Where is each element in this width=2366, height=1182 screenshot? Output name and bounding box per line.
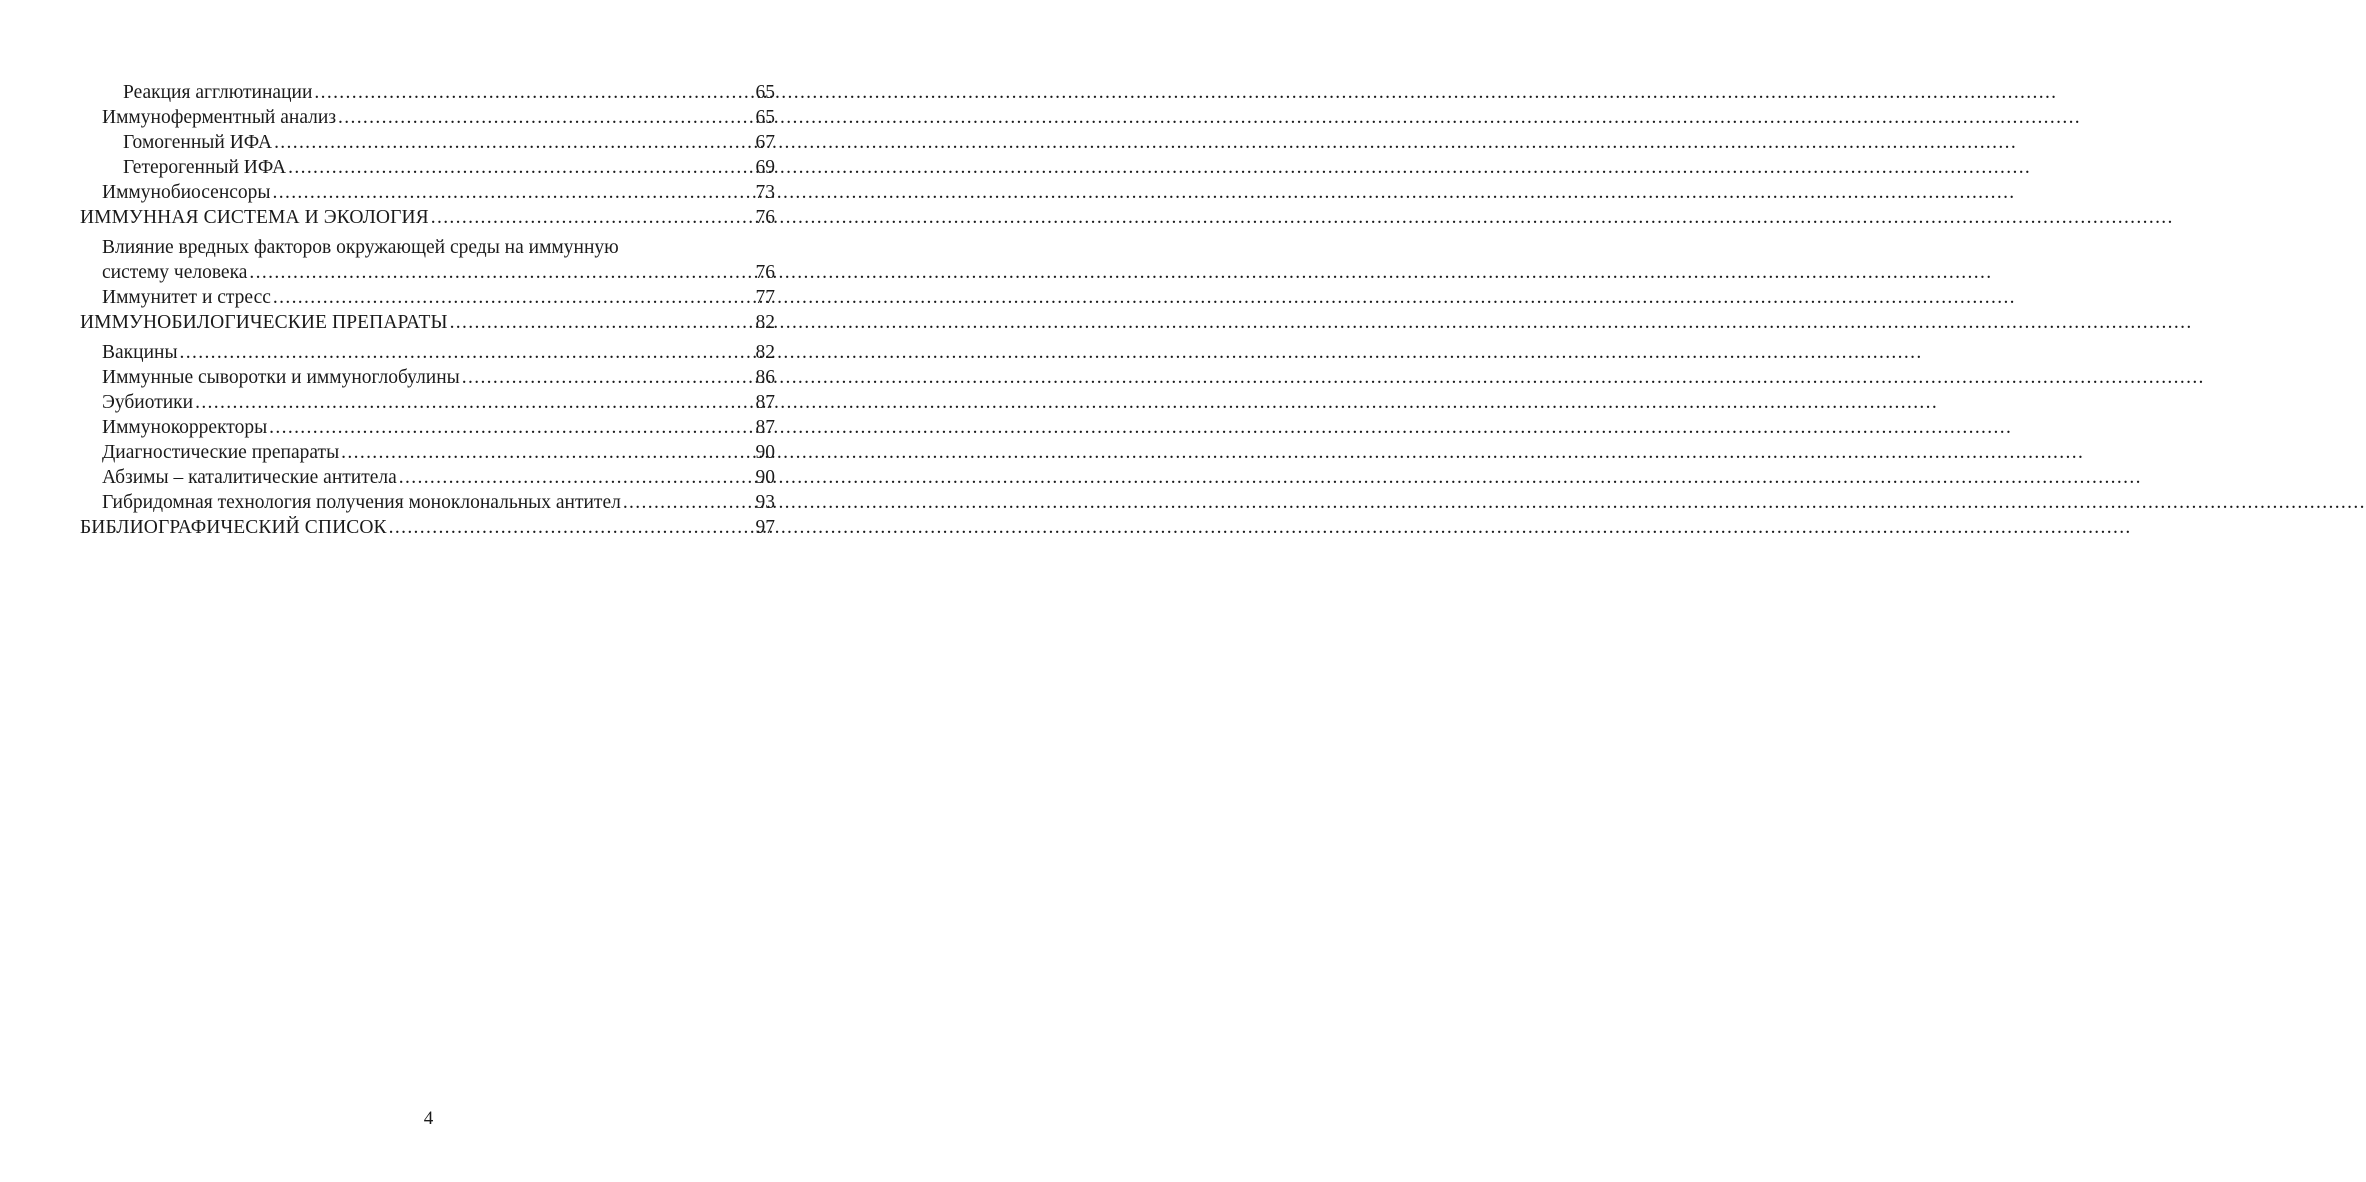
toc-entry-title: Абзимы – каталитические антитела: [102, 467, 397, 488]
toc-entry-title: Гомогенный ИФА: [123, 132, 273, 153]
toc-entry-page: 65: [755, 107, 775, 128]
toc-entry-title: Диагностические препараты: [102, 442, 340, 463]
toc-leader-dots: [389, 515, 751, 540]
toc-entry-page: 82: [755, 342, 775, 363]
toc-leader-dots: [314, 80, 751, 105]
toc-entry-page: 65: [755, 82, 775, 103]
toc-entry-title: Иммунокорректоры: [102, 417, 268, 438]
toc-entry[interactable]: [80, 130, 775, 155]
toc-entry[interactable]: [80, 365, 775, 390]
toc-entry-title: Иммуноферментный анализ: [102, 107, 337, 128]
toc-entry[interactable]: [80, 490, 775, 515]
toc-leader-dots: [274, 130, 751, 155]
document-page: [0, 0, 857, 1182]
toc-entry-page: 69: [755, 157, 775, 178]
toc-entry-page: 87: [755, 417, 775, 438]
table-of-contents: [80, 80, 775, 540]
toc-entry[interactable]: [80, 440, 775, 465]
toc-entry-page: 73: [755, 182, 775, 203]
toc-entry-page: 67: [755, 132, 775, 153]
toc-entry[interactable]: [80, 465, 775, 490]
toc-chapter-title: ИММУНОБИЛОГИЧЕСКИЕ ПРЕПАРАТЫ: [80, 312, 448, 333]
toc-entry-page: 82: [755, 312, 775, 333]
toc-entry-page: 86: [755, 367, 775, 388]
toc-chapter-entry[interactable]: [80, 205, 775, 230]
toc-entry-page: 97: [755, 517, 775, 538]
toc-entry-title: Вакцины: [102, 342, 178, 363]
toc-entry[interactable]: [80, 390, 775, 415]
toc-entry-title: Иммунобиосенсоры: [102, 182, 271, 203]
toc-entry-page: 76: [755, 207, 775, 228]
toc-entry-page: 87: [755, 392, 775, 413]
toc-chapter-title: ИММУННАЯ СИСТЕМА И ЭКОЛОГИЯ: [80, 207, 429, 228]
toc-leader-dots: [399, 465, 751, 490]
toc-entry[interactable]: [80, 80, 775, 105]
toc-entry[interactable]: [80, 260, 775, 285]
toc-entry[interactable]: [80, 105, 775, 130]
toc-entry-title: Гетерогенный ИФА: [123, 157, 287, 178]
toc-leader-dots: [450, 310, 751, 335]
toc-entry-title: систему человека: [102, 262, 248, 283]
toc-leader-dots: [431, 205, 751, 230]
toc-entry-page: 90: [755, 467, 775, 488]
toc-entry-title: Реакция агглютинации: [123, 82, 313, 103]
toc-leader-dots: [623, 490, 751, 515]
toc-chapter-entry[interactable]: [80, 515, 775, 540]
toc-entry[interactable]: [80, 415, 775, 440]
toc-leader-dots: [288, 155, 751, 180]
toc-entry-title: Иммунитет и стресс: [102, 287, 271, 308]
toc-leader-dots: [269, 415, 751, 440]
toc-entry-page: 76: [755, 262, 775, 283]
toc-leader-dots: [273, 285, 751, 310]
toc-leader-dots: [195, 390, 751, 415]
toc-chapter-entry[interactable]: [80, 310, 775, 335]
toc-chapter-title: БИБЛИОГРАФИЧЕСКИЙ СПИСОК: [80, 517, 387, 538]
toc-entry-page: 93: [755, 492, 775, 513]
toc-entry-title: Эубиотики: [102, 392, 194, 413]
toc-leader-dots: [338, 105, 751, 130]
toc-entry[interactable]: [80, 155, 775, 180]
toc-leader-dots: [273, 180, 751, 205]
toc-leader-dots: [462, 365, 751, 390]
toc-leader-dots: [341, 440, 751, 465]
toc-leader-dots: [180, 340, 751, 365]
toc-entry-page: 90: [755, 442, 775, 463]
toc-entry-title: Иммунные сыворотки и иммуноглобулины: [102, 367, 460, 388]
toc-entry[interactable]: [80, 180, 775, 205]
page-number: 4: [423, 1108, 434, 1129]
toc-entry-title-line1[interactable]: Влияние вредных факторов окружающей среды на иммунную: [102, 237, 619, 258]
toc-entry-page: 77: [755, 287, 775, 308]
toc-entry-title: Гибридомная технология получения моноклональных антител: [102, 492, 621, 513]
toc-leader-dots: [249, 260, 751, 285]
toc-entry[interactable]: [80, 285, 775, 310]
toc-entry[interactable]: [80, 340, 775, 365]
